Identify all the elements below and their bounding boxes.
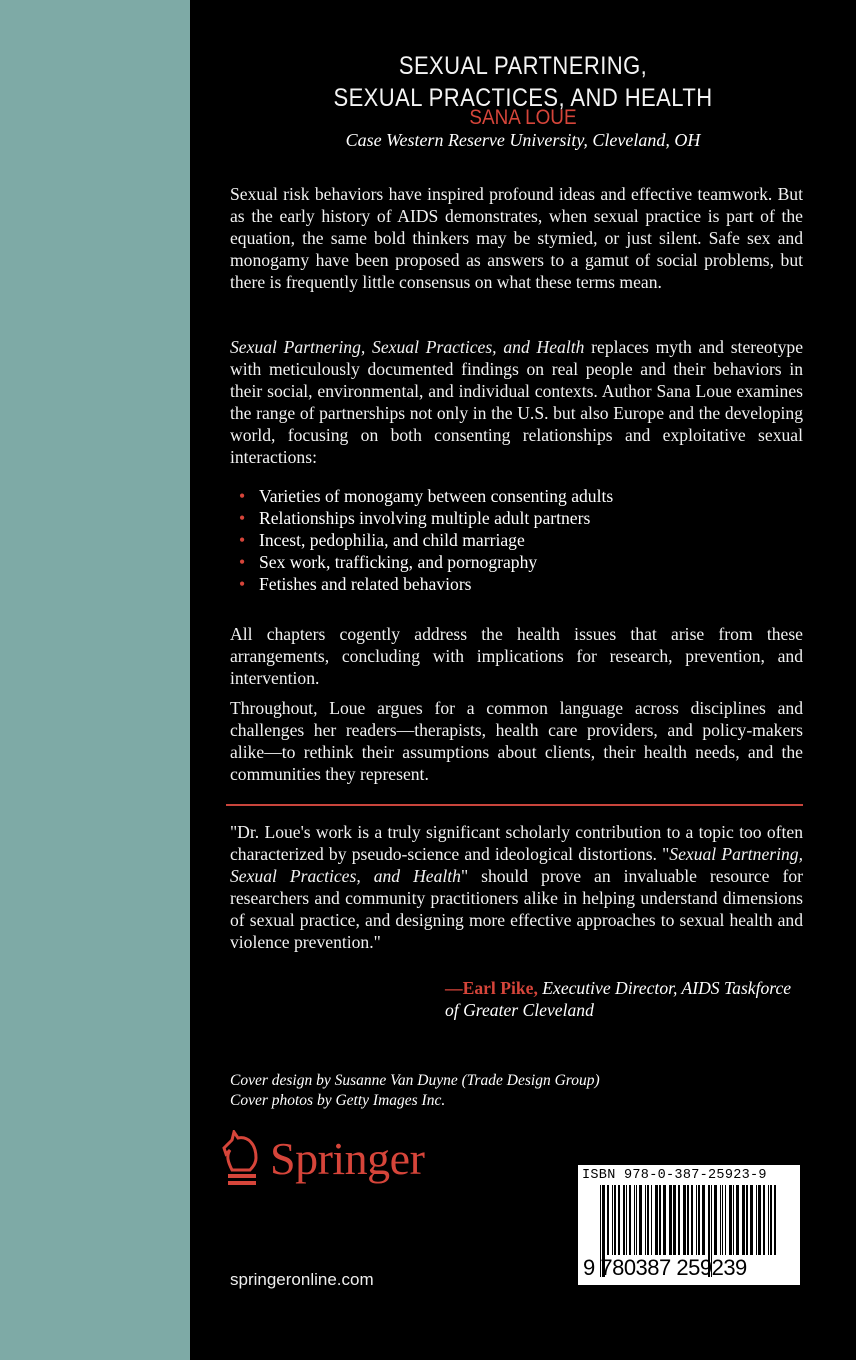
description-paragraph-1	[230, 183, 803, 293]
barcode-bar	[733, 1185, 734, 1255]
reviewer-name: —Earl Pike,	[445, 978, 538, 998]
list-item-text: Incest, pedophilia, and child marriage	[259, 530, 525, 550]
barcode-bar	[742, 1185, 745, 1255]
book-title-line-2: SEXUAL PRACTICES, AND HEALTH	[333, 84, 713, 112]
list-item-text: Sex work, trafficking, and pornography	[259, 552, 538, 572]
spine-strip	[0, 0, 190, 1360]
barcode-bar	[750, 1185, 753, 1255]
isbn-text: ISBN 978-0-387-25923-9	[582, 1168, 767, 1183]
publisher-name: Springer	[270, 1132, 425, 1184]
author-name: SANA LOUE	[469, 106, 577, 129]
barcode-bar	[725, 1185, 726, 1255]
barcode-bar	[683, 1185, 686, 1255]
barcode-bar	[659, 1185, 661, 1255]
list-item	[230, 573, 613, 595]
barcode-bar	[636, 1185, 637, 1255]
bullet-icon: •	[239, 552, 246, 572]
quote-text: " should prove an invaluable resource for researchers and community practitioners alike in helping understand dimensions of sexual practice, and designing more effective approaches to sexual health and violence prevention."	[230, 866, 803, 952]
barcode-bar	[756, 1185, 757, 1255]
barcode-bar	[651, 1185, 652, 1255]
barcode-bar	[655, 1185, 658, 1255]
cover-photo-credit: Cover photos by Getty Images Inc.	[230, 1092, 446, 1109]
barcode-bar	[691, 1185, 693, 1255]
barcode-bar	[746, 1185, 748, 1255]
description-paragraph-3	[230, 623, 803, 689]
barcode-bar	[623, 1185, 625, 1255]
barcode-bar	[645, 1185, 646, 1255]
isbn-barcode	[578, 1165, 800, 1285]
springer-logo	[222, 1130, 424, 1186]
barcode-bar	[669, 1185, 672, 1255]
barcode-bar	[770, 1185, 772, 1255]
barcode-bar	[736, 1185, 739, 1255]
list-item-text: Relationships involving multiple adult partners	[259, 508, 591, 528]
cover-design-credit: Cover design by Susanne Van Duyne (Trade Design Group)	[230, 1072, 600, 1089]
cover-credits	[230, 1071, 600, 1111]
paragraph-text: Throughout, Loue argues for a common language across disciplines and challenges her readers—therapists, health care providers, and policy-makers alike—to rethink their assumptions about clients, their health needs, and the communities they represent.	[230, 698, 803, 784]
list-item-text: Fetishes and related behaviors	[259, 574, 472, 594]
quote-book-title: Sexual Partnering, Sexual Practices, and Health	[230, 844, 803, 886]
barcode-bar	[758, 1185, 761, 1255]
review-quote	[230, 821, 803, 953]
barcode-bar	[702, 1185, 705, 1255]
paragraph-text: All chapters cogently address the health issues that arise from these arrangements, concluding with implications for research, prevention, and intervention.	[230, 624, 803, 688]
list-item-text: Varieties of monogamy between consenting adults	[259, 486, 614, 506]
publisher-url[interactable]: springeronline.com	[230, 1270, 374, 1289]
bullet-icon: •	[239, 508, 246, 528]
back-cover	[190, 0, 856, 1360]
barcode-bar	[729, 1185, 732, 1255]
barcode-bar	[663, 1185, 666, 1255]
reviewer-role: Executive Director, AIDS Taskforce of Greater Cleveland	[445, 978, 792, 1020]
barcode-bar	[698, 1185, 700, 1255]
barcode-bar	[639, 1185, 642, 1255]
description-paragraph-2	[230, 336, 803, 468]
ean-number: 9 780387 259239	[583, 1255, 747, 1280]
barcode-bar	[714, 1185, 717, 1255]
knight-icon	[222, 1130, 262, 1186]
barcode-bar	[722, 1185, 723, 1255]
divider	[226, 804, 803, 806]
barcode-bar	[774, 1185, 776, 1255]
bullet-icon: •	[239, 574, 246, 594]
paragraph-text: replaces myth and stereotype with meticulously documented findings on real people and their behaviors in their social, environmental, and individual contexts. Author Sana Loue examines the range of partnerships not only in the U.S. but also Europe and the developing world, focusing on both consenting relationships and exploitative sexual interactions:	[230, 337, 804, 467]
list-item	[230, 485, 613, 507]
barcode-bar	[763, 1185, 765, 1255]
barcode-bar	[614, 1185, 616, 1255]
barcode-bar	[678, 1185, 680, 1255]
book-title-line-1: SEXUAL PARTNERING,	[398, 52, 648, 80]
barcode-bar	[634, 1185, 635, 1255]
barcode-bar	[768, 1185, 769, 1255]
list-item	[230, 529, 613, 551]
barcode-bar	[647, 1185, 649, 1255]
list-item	[230, 507, 613, 529]
book-title-italic: Sexual Partnering, Sexual Practices, and Health	[230, 337, 585, 357]
barcode-bar	[673, 1185, 676, 1255]
topic-list	[230, 485, 613, 595]
barcode-bar	[696, 1185, 697, 1255]
barcode-bar	[720, 1185, 721, 1255]
author-affiliation: Case Western Reserve University, Cleveland, OH	[345, 130, 701, 150]
barcode-bar	[607, 1185, 609, 1255]
barcode-bar	[629, 1185, 631, 1255]
barcode-bar	[612, 1185, 613, 1255]
barcode-bar	[626, 1185, 627, 1255]
quote-attribution	[445, 977, 805, 1021]
list-item	[230, 551, 613, 573]
quote-text: "Dr. Loue's work is a truly significant scholarly contribution to a topic too often characterized by pseudo-science and ideological distortions. "	[230, 822, 803, 864]
paragraph-text: Sexual risk behaviors have inspired profound ideas and effective teamwork. But as the early history of AIDS demonstrates, when sexual practice is part of the equation, the same bold thinkers may be stymied, or just silent. Safe sex and monogamy have been proposed as answers to a gamut of social problems, but there is frequently little consensus on what these terms mean.	[230, 184, 803, 292]
barcode-bar	[618, 1185, 620, 1255]
barcode-bar	[687, 1185, 689, 1255]
bullet-icon: •	[239, 486, 246, 506]
description-paragraph-4	[230, 697, 803, 785]
bullet-icon: •	[239, 530, 246, 550]
